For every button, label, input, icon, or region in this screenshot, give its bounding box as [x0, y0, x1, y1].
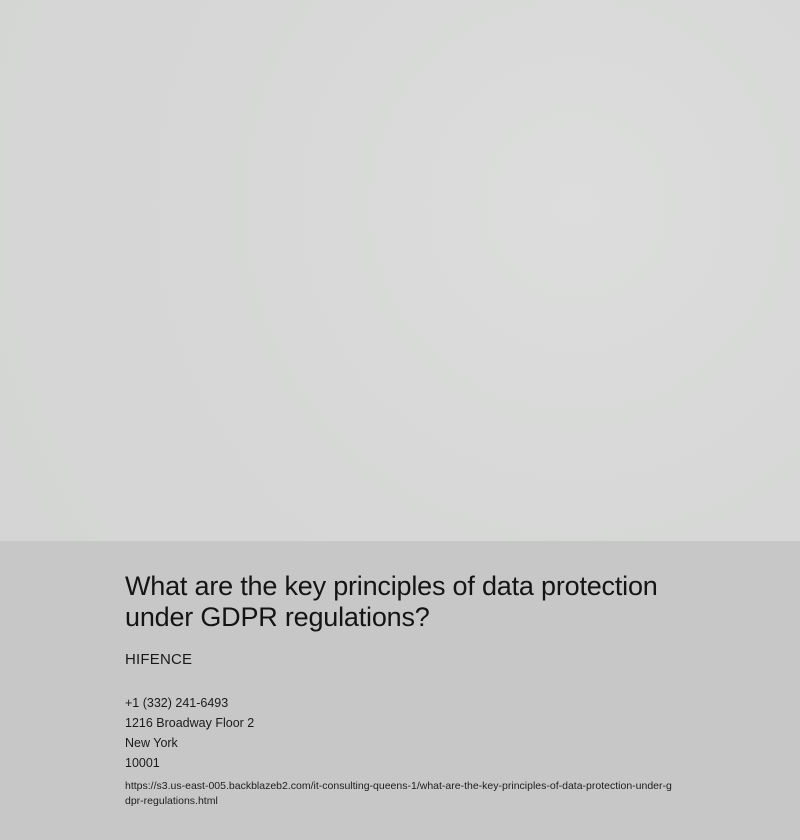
page-title: What are the key principles of data protection under GDPR regulations? — [125, 571, 658, 632]
brand-name: HIFENCE — [125, 651, 193, 668]
contact-city: New York — [125, 736, 178, 750]
source-url-link[interactable]: https://s3.us-east-005.backblazeb2.com/it-consulting-queens-1/what-are-the-key-principles-of-data-protection-under-gdpr-regulations.html — [125, 780, 672, 807]
contact-block — [125, 693, 675, 773]
info-panel — [0, 541, 800, 840]
contact-address-line1: 1216 Broadway Floor 2 — [125, 716, 255, 730]
contact-zip: 10001 — [125, 756, 160, 770]
contact-phone[interactable]: +1 (332) 241-6493 — [125, 696, 229, 710]
